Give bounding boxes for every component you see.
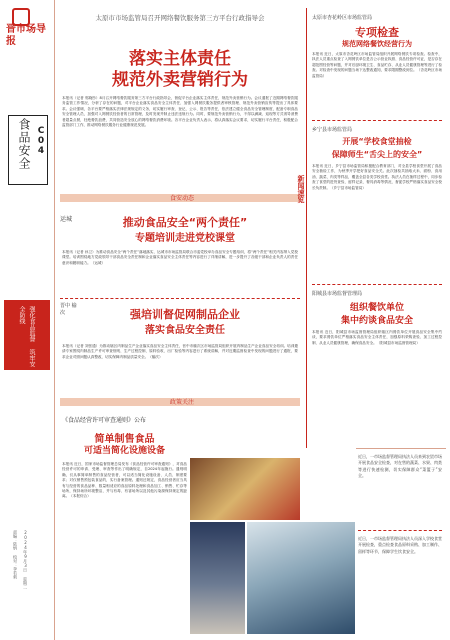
quick1-headline-2: 规范网络餐饮经营行为: [342, 40, 412, 48]
yuncheng-body: 本报讯（记者 孙卫）为推动食品安全“两个责任”落地落实，运城市市场监管局联合市委党校举办食品安全专题培训，将“两个责任”相关内容纳入党校课堂。培训围绕地方党政领导干部食品安全责任制和企业落实食品安全主体责任等内容进行了详细讲解，进一步提升了各级干部和企业负责人的责任意识和履职能力。（运城）: [62, 250, 298, 265]
slogan-band: [4, 300, 50, 370]
section-band-1-label: 食安动态: [170, 195, 195, 202]
section-title: 食品安全: [17, 118, 31, 170]
quick2-kicker: 乡宁县市场监管局: [312, 127, 353, 133]
policy-body: 本报讯 近日，国家市场监督管理总局发布《食品经营许可审查通则》，对食品经营许可的申请、受理、审查等作出了明确规定，自2024年起施行。通则明确，仅从事简单制售的食品经营者，可以适当简化设施设备、人员、制度要求；对仅销售预包装食品的，实行备案管理。通则还规定，食品经营者应当具有与经营的食品品种、数量相适应的食品原料处理和食品加工、销售、贮存等场所，保持场所环境整洁，并与有毒、有害场所以及其他污染源保持规定的距离。（本报综合）: [62, 462, 187, 499]
footer-date: 2024年9月3日 星期二: [23, 530, 28, 589]
quick2-body: 本报讯 近日，乡宁县市场监管局积极配合教育部门，对全县学校食堂开展了食品安全抽检工作，为秋季开学把好食品安全关。此次抽检共抽取大米、面粉、食用油、蔬菜、肉类等样品，覆盖全县各类学校食堂。执法人员在抽样过程中，同步检查了食堂的进货查验、留样记录、餐具消毒等情况，督促学校严格落实食品安全校长负责制。（乡宁县市场监管局）: [312, 164, 442, 190]
quick2-headline-1: 开展“学校食堂抽检: [342, 137, 412, 146]
yuncheng-place: 运城: [60, 216, 73, 223]
policy-headline-1: 简单制售食品: [94, 434, 155, 445]
section-title-box: [8, 115, 48, 185]
quick3-body: 本报讯 近日，阳城县市场监督管理局组织辖区内餐饮单位开展食品安全集中约谈，要求餐饮单位严格落实食品安全主体责任，加强原料采购查验、加工过程控制、从业人员健康管理，确保食品安全。（阳城县市场监督管理局）: [312, 330, 442, 345]
footer-meta: 责编：陆炳 校对：李若莉: [13, 530, 18, 579]
caption-1: 近日，一市场监督管理局执法人员来到农贸市场开展食品安全检查，对在售的蔬菜、水果、肉类等进行快速检测，切实保障群众“菜篮子”安全。: [358, 454, 442, 479]
quick2-headline-2: 保障师生“舌尖上的安全”: [331, 150, 423, 159]
yuncheng-headline-2: 专题培训走进党校课堂: [135, 233, 235, 244]
jinzhong-body: 本报讯（记者 刘张通）为推动辖区肉制品生产企业落实食品安全主体责任，晋中市榆次区市场监管局组织开展肉制品生产企业食品安全培训。培训邀请专家围绕肉制品生产许可审查细则、生产过程控制、原料验收、出厂检验等内容进行了系统讲解，并对近期监督检查中发现的问题进行了通报，要求企业对照问题认真整改，切实保障肉制品质量安全。（榆次）: [62, 344, 298, 359]
lead-headline-1: 落实主体责任: [129, 49, 231, 69]
quick1-body: 本报讯 近日，太原市杏花岭区市场监管局组织开展网络餐饮专项检查。检查中，执法人员重点检查了入网餐饮单位是否公示营业执照、食品经营许可证，是否存在超范围经营等问题，并对后厨环境卫生、食品贮存、从业人员健康管理等进行了检查。对检查中发现的问题当场下达整改通知，要求限期整改到位。（杏花岭区市场监管局）: [312, 52, 442, 78]
policy-headline-2: 可适当简化设施设备: [83, 446, 165, 456]
slogan-text: 强化食品监督 筑牢安全防线: [18, 306, 35, 367]
photo-basket: [190, 458, 300, 520]
quick-news-label: 新闻速览: [297, 175, 305, 203]
section-band-2: [60, 398, 300, 406]
photo-inspection: [247, 522, 355, 634]
quick1-kicker: 太原市杏花岭区市场监管局: [312, 15, 373, 21]
masthead-logo: [6, 6, 54, 66]
lead-body: 本报讯（记者 郭晓彤）8月召开网络餐饮服务第三方平台行政指导会，督促平台企业落实主体责任，规范外卖营销行为。会议通报了近期网络餐饮服务监管工作情况，分析了存在的问题，对平台企业落实食品安全主体责任、加强入网餐饮服务提供者审核管理、规范外卖营销宣传等提出了具体要求。会议强调，各平台要严格落实法律法规规定的义务，切实履行审查、登记、公示、报告等责任，依法建立健全食品安全管理制度，配备专职食品安全管理人员，加强对入网餐饮经营者的日常管理，及时发现并制止违法违规行为。同时，要规范外卖营销行为，不得以满减、返现等方式诱导消费者超量点餐，杜绝餐饮浪费，共同营造安全放心的网络餐饮消费环境。各平台企业负责人表示，将认真落实会议要求，切实履行平台责任，积极配合监管部门工作，推动网络餐饮服务行业健康规范发展。: [62, 96, 298, 128]
section-band-1: [60, 194, 300, 202]
caption-2: 近日，一市场监督管理局执法人员深入学校食堂开展检查，重点检查食品原料采购、加工制作、留样等环节，保障学生饮食安全。: [358, 536, 442, 554]
quick1-headline-1: 专项检查: [355, 26, 399, 39]
jinzhong-headline-1: 强培训督促网制品企业: [130, 308, 240, 321]
quick3-kicker: 阳城县市场监督管理局: [312, 291, 363, 297]
photo-kitchen: [190, 522, 245, 634]
section-band-2-label: 政策关注: [170, 399, 195, 406]
policy-kicker: 《食品经营许可审查通则》公布: [62, 417, 147, 424]
jinzhong-headline-2: 落实食品安全责任: [145, 325, 225, 336]
lead-kicker: 太原市市场监管局召开网络餐饮服务第三方平台行政指导会: [95, 14, 265, 22]
paper-name: 晋市场导报: [6, 24, 46, 47]
lead-headline-2: 规范外卖营销行为: [112, 70, 248, 90]
quick3-headline-2: 集中约谈食品安全: [340, 316, 413, 326]
yuncheng-headline-1: 推动食品安全“两个责任”: [122, 216, 248, 229]
page-label: C04: [36, 126, 46, 156]
quick3-headline-1: 组织餐饮单位: [349, 303, 404, 313]
jinzhong-place: 晋中 榆次: [60, 303, 77, 316]
